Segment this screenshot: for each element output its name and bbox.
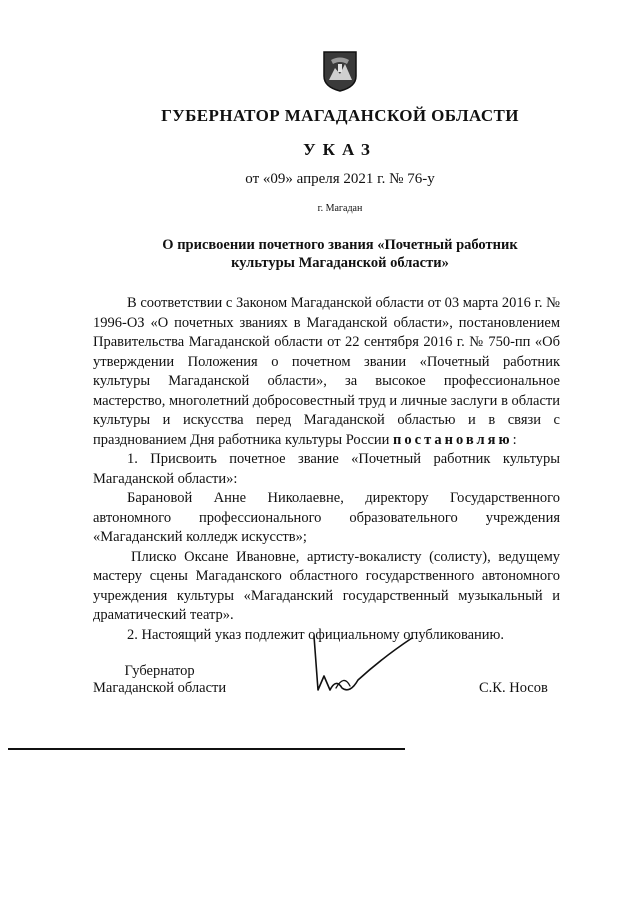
signatory-name: С.К. Носов (479, 680, 548, 696)
decree-subject (130, 236, 550, 272)
decree-body (93, 294, 560, 645)
city-line: г. Магадан (317, 203, 363, 214)
preamble-text: В соответствии с Законом Магаданской области от 03 марта 2016 г. № 1996-ОЗ «О почетных званиях в Магаданской области», постановлением Правительства Магаданской области от 22 сентября 2016 г. № 750-пп «Об утверждении Положения о почетном звании «Почетный работник культуры Магаданской области», за высокое профессиональное мастерство, многолетний добросовестный труд и личные заслуги в области культуры и искусства перед Магаданской областью и в связи с празднованием Дня работника культуры России (93, 295, 561, 448)
signatory-position (93, 663, 226, 697)
resolve-colon: : (512, 431, 517, 448)
coat-of-arms-emblem-icon (321, 50, 359, 92)
item-2-paragraph: 2. Настоящий указ подлежит официальному опубликованию. (127, 626, 505, 643)
date-number-line: от «09» апреля 2021 г. № 76-у (245, 171, 435, 187)
signatory-position-line-1: Губернатор (124, 663, 195, 679)
subject-line-1: О присвоении почетного звания «Почетный работник (162, 237, 518, 253)
resolve-word: постановляю (393, 431, 513, 448)
preamble-paragraph (93, 294, 560, 450)
item-1-paragraph: 1. Присвоить почетное звание «Почетный работник культуры Магаданской области»: (93, 451, 560, 487)
document-type: УКАЗ (303, 140, 377, 159)
handwritten-signature-icon (300, 628, 440, 723)
signatory-position-line-2: Магаданской области (93, 680, 227, 696)
issuer-title: ГУБЕРНАТОР МАГАДАНСКОЙ ОБЛАСТИ (161, 106, 519, 125)
subject-line-2: культуры Магаданской области» (231, 255, 449, 271)
awardee-1-paragraph: Барановой Анне Николаевне, директору Государственного автономного профессионального образовательного учреждения «Магаданский колледж искусств»; (93, 490, 560, 545)
bottom-rule (8, 748, 405, 750)
awardee-2-paragraph: Плиско Оксане Ивановне, артисту-вокалисту (солисту), ведущему мастеру сцены Магаданского областного государственного автономного учреждения культуры «Магаданский государственный музыкальный и драматический театр». (93, 548, 560, 623)
